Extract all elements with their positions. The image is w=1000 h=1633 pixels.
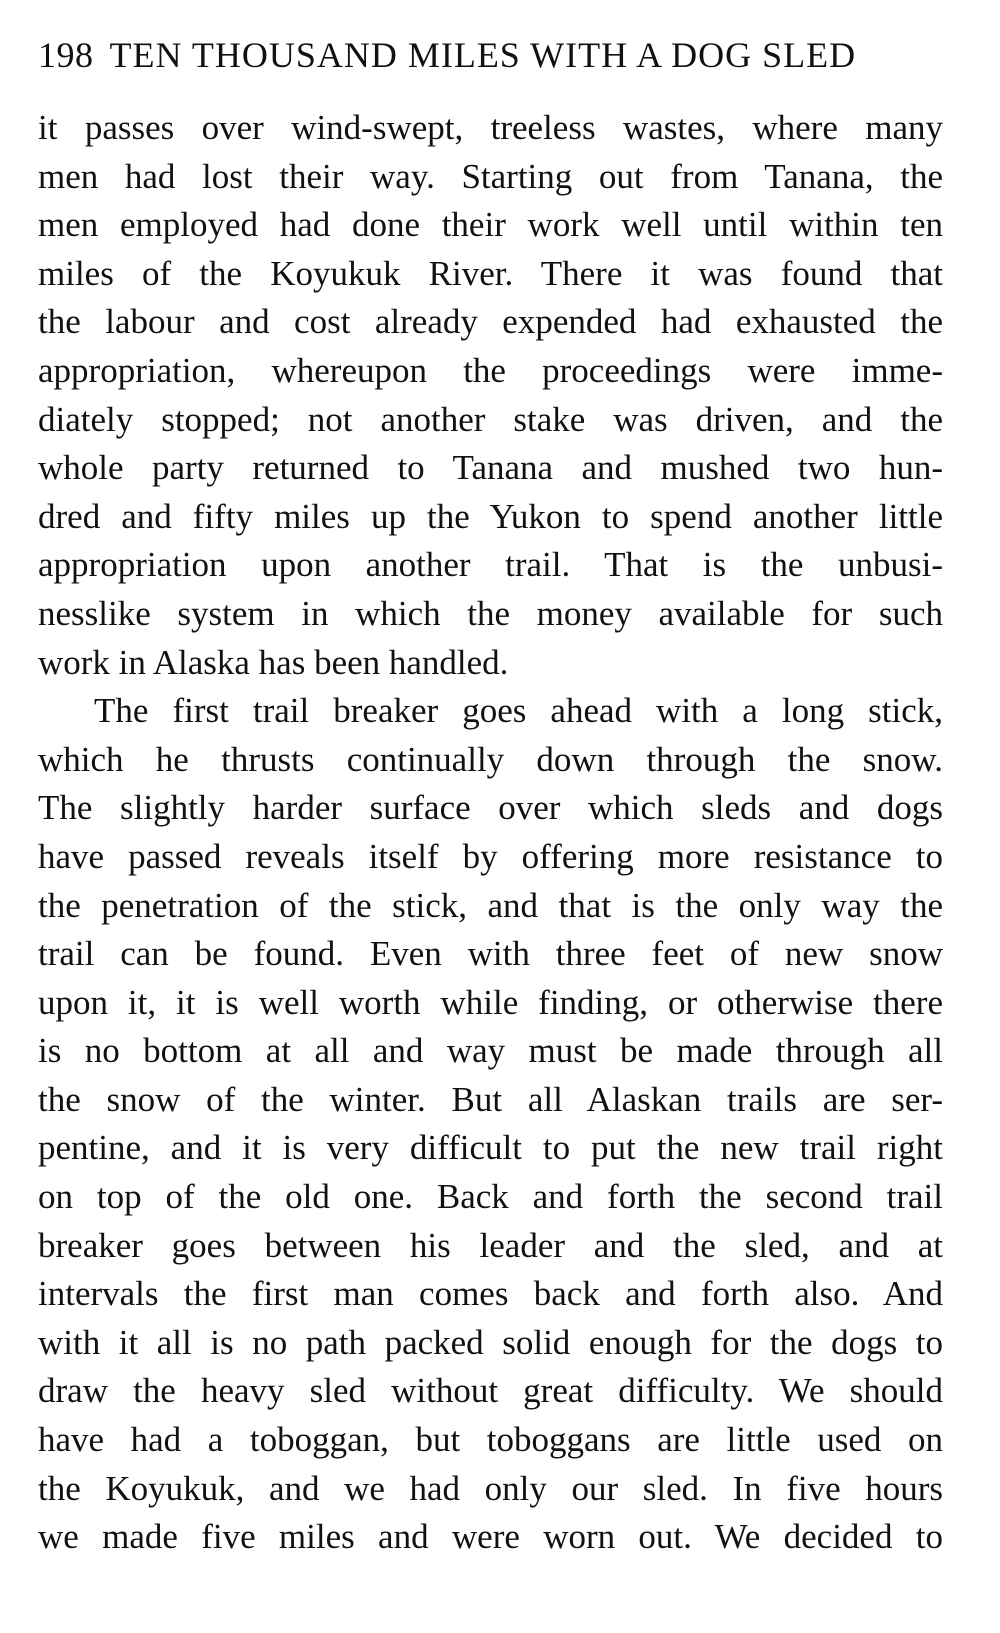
text-line: have had a toboggan, but toboggans are little used on bbox=[38, 1420, 943, 1460]
text-line: diately stopped; not another stake was driven, and the bbox=[38, 399, 943, 439]
text-line: dred and fifty miles up the Yukon to spend another little bbox=[38, 496, 943, 536]
text-line: appropriation upon another trail. That is the unbusi- bbox=[38, 545, 943, 585]
text-line: intervals the first man comes back and forth also. And bbox=[38, 1274, 943, 1314]
text-line: The first trail breaker goes ahead with a long stick, bbox=[94, 691, 943, 731]
page-number: 198 bbox=[38, 35, 94, 75]
text-line: trail can be found. Even with three feet of new snow bbox=[38, 934, 943, 974]
text-line: the snow of the winter. But all Alaskan trails are ser- bbox=[38, 1079, 943, 1119]
text-line: the Koyukuk, and we had only our sled. In five hours bbox=[38, 1468, 943, 1508]
text-line: upon it, it is well worth while finding, or otherwise there bbox=[38, 982, 943, 1022]
text-line: men employed had done their work well until within ten bbox=[38, 205, 943, 245]
text-line: which he thrusts continually down through the snow. bbox=[38, 739, 943, 779]
text-line: miles of the Koyukuk River. There it was found that bbox=[38, 253, 943, 293]
text-line: the labour and cost already expended had exhausted the bbox=[38, 302, 943, 342]
text-line: work in Alaska has been handled. bbox=[38, 642, 509, 682]
text-line: draw the heavy sled without great difficulty. We should bbox=[38, 1371, 943, 1411]
paragraph-2 bbox=[38, 687, 943, 1562]
text-line: appropriation, whereupon the proceedings were imme- bbox=[38, 350, 943, 390]
running-head bbox=[38, 34, 950, 76]
text-line: is no bottom at all and way must be made through all bbox=[38, 1031, 943, 1071]
text-line: it passes over wind-swept, treeless wastes, where many bbox=[38, 108, 943, 147]
text-line: The slightly harder surface over which sleds and dogs bbox=[38, 788, 943, 828]
body-text bbox=[38, 104, 943, 1562]
paragraph-1 bbox=[38, 104, 943, 687]
text-line: nesslike system in which the money available for such bbox=[38, 593, 943, 633]
text-line: whole party returned to Tanana and mushed two hun- bbox=[38, 448, 943, 488]
running-title: TEN THOUSAND MILES WITH A DOG SLED bbox=[109, 35, 857, 75]
text-line: have passed reveals itself by offering more resistance to bbox=[38, 836, 943, 876]
text-line: we made five miles and were worn out. We decided to bbox=[38, 1517, 943, 1557]
text-line: pentine, and it is very difficult to put the new trail right bbox=[38, 1128, 943, 1168]
text-line: breaker goes between his leader and the sled, and at bbox=[38, 1225, 943, 1265]
text-line: men had lost their way. Starting out from Tanana, the bbox=[38, 156, 943, 196]
text-line: the penetration of the stick, and that is the only way the bbox=[38, 885, 943, 925]
text-line: on top of the old one. Back and forth the second trail bbox=[38, 1177, 943, 1217]
text-line: with it all is no path packed solid enough for the dogs to bbox=[38, 1322, 943, 1362]
